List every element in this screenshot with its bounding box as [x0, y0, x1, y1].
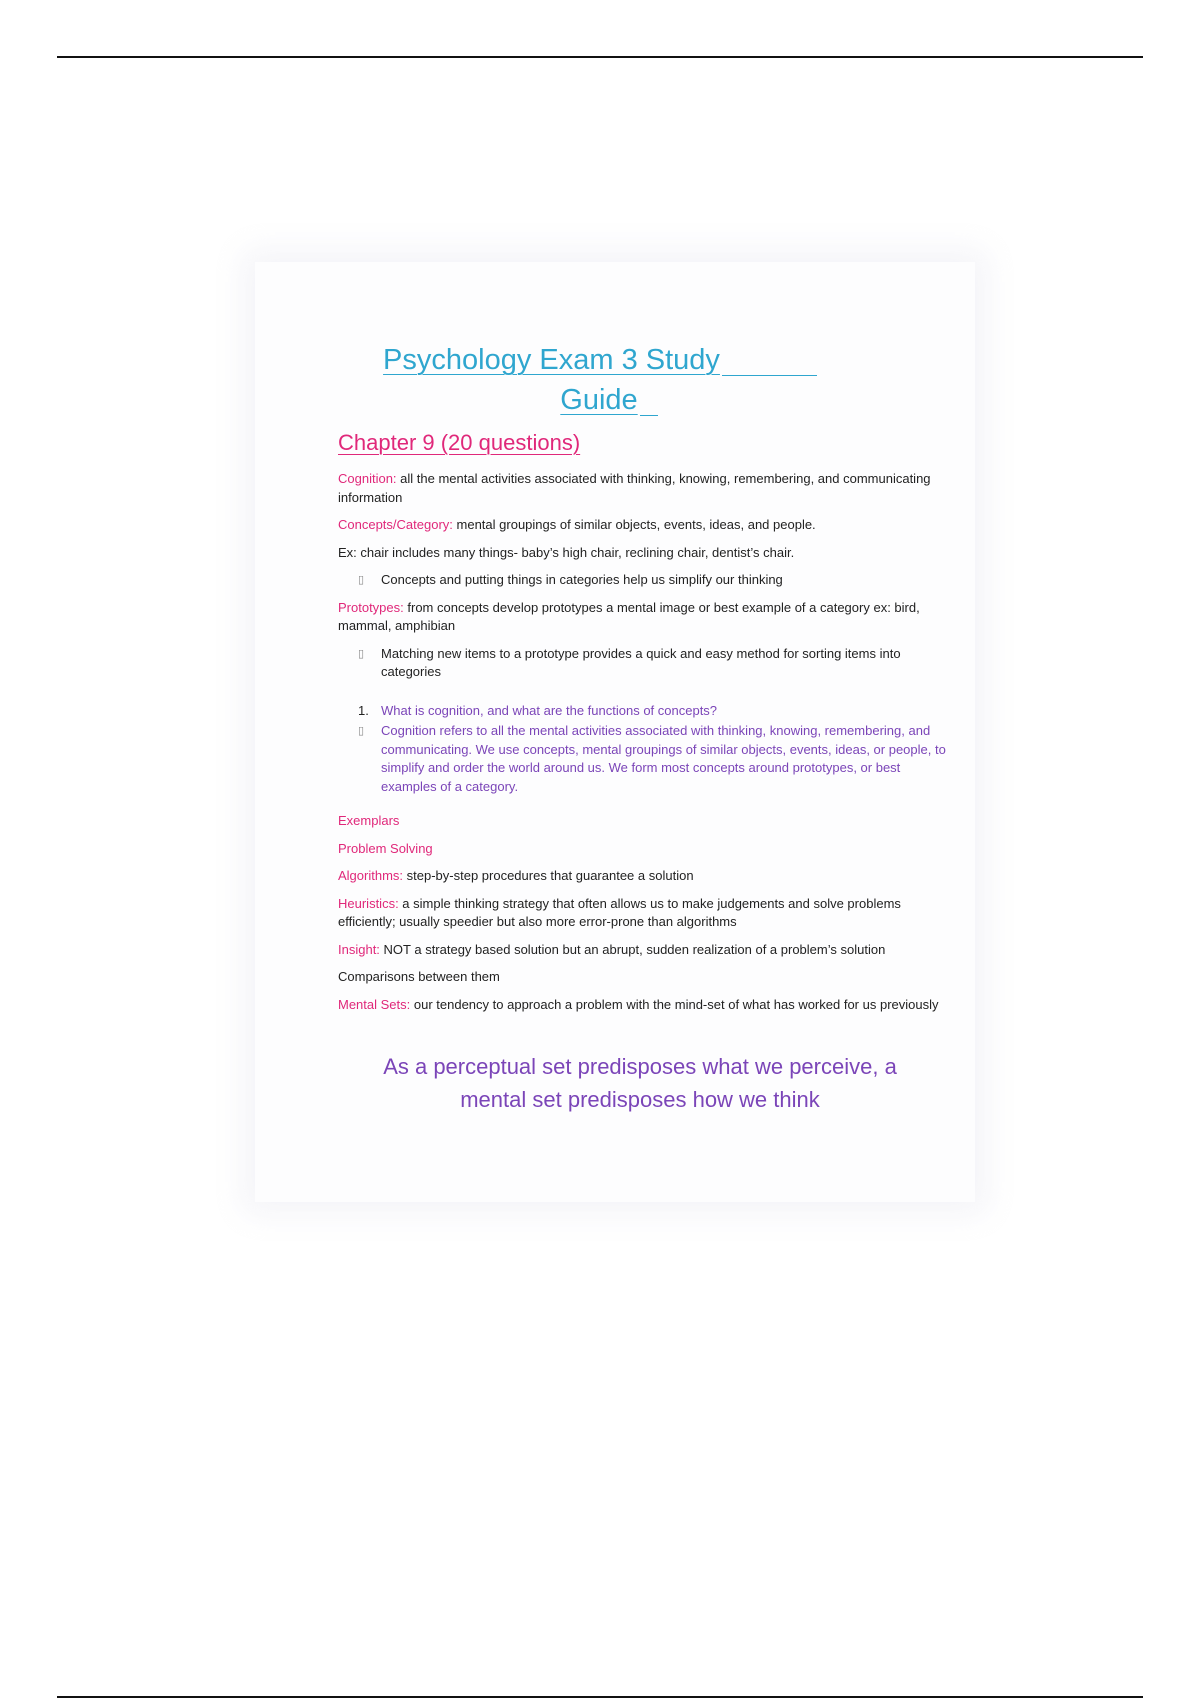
exemplars-heading: Exemplars — [338, 813, 400, 828]
bullet-marker-icon: ▯ — [358, 574, 365, 586]
bullet-item — [338, 645, 953, 682]
answer-text: Cognition refers to all the mental activities associated with thinking, knowing, remembering, and communicating. We use concepts, mental groupings of similar objects, events, ideas, or people, to simplify and order the world around us. We form most concepts around prototypes, or best examples of a category. — [381, 723, 946, 794]
concepts-definition — [338, 516, 953, 535]
term-algorithms: Algorithms: — [338, 868, 404, 883]
quote-line-2: mental set predisposes how we think — [460, 1087, 820, 1112]
title-line-1: Psychology Exam 3 Study — [383, 340, 817, 380]
insight-text: NOT a strategy based solution but an abrupt, sudden realization of a problem’s solution — [379, 941, 886, 957]
bottom-rule — [57, 1696, 1143, 1698]
bullet-text: Concepts and putting things in categories help us simplify our thinking — [381, 572, 783, 587]
term-mental-sets: Mental Sets: — [338, 996, 411, 1012]
mental-sets-text: our tendency to approach a problem with the mind-set of what has worked for us previously — [410, 996, 939, 1012]
example-line: Ex: chair includes many things- baby’s high chair, reclining chair, dentist’s chair. — [338, 544, 795, 560]
bullet-marker-icon: ▯ — [358, 647, 365, 660]
quote-line-1: As a perceptual set predisposes what we perceive, a — [383, 1054, 897, 1079]
title-line-2: Guide — [560, 380, 657, 420]
algorithms-definition — [338, 867, 953, 886]
term-prototypes: Prototypes: — [338, 599, 404, 615]
highlight-quote — [340, 1050, 940, 1116]
term-insight: Insight: — [338, 941, 380, 957]
review-answer — [338, 722, 953, 796]
prototypes-text: from concepts develop prototypes a mental image or best example of a category ex: bird, mammal, amphibian — [338, 599, 920, 633]
bullet-item — [338, 571, 953, 590]
cognition-text: all the mental activities associated with thinking, knowing, remembering, and communicating information — [338, 471, 931, 505]
question-number: 1. — [358, 702, 369, 718]
term-heuristics: Heuristics: — [338, 895, 399, 911]
bullet-marker-icon: ▯ — [358, 725, 365, 737]
heuristics-definition — [338, 895, 953, 932]
review-question — [338, 702, 953, 721]
problem-solving-heading: Problem Solving — [338, 840, 433, 856]
mental-sets-definition — [338, 996, 953, 1015]
comparisons-line: Comparisons between them — [338, 969, 500, 984]
heuristics-text: a simple thinking strategy that often allows us to make judgements and solve problems efficiently; usually speedier but also more error-prone than algorithms — [338, 895, 901, 929]
cognition-definition — [338, 470, 953, 507]
insight-definition — [338, 941, 953, 960]
top-rule — [57, 56, 1143, 58]
prototypes-definition — [338, 599, 953, 636]
document-body — [338, 428, 953, 1023]
term-concepts: Concepts/Category: — [338, 517, 453, 532]
bullet-text: Matching new items to a prototype provides a quick and easy method for sorting items into categories — [381, 645, 901, 679]
chapter-heading: Chapter 9 (20 questions) — [338, 430, 581, 455]
question-text: What is cognition, and what are the functions of concepts? — [381, 702, 718, 718]
term-cognition: Cognition: — [338, 471, 397, 486]
page-title — [300, 340, 900, 420]
algorithms-text: step-by-step procedures that guarantee a solution — [403, 868, 694, 883]
concepts-text: mental groupings of similar objects, events, ideas, and people. — [452, 517, 816, 532]
